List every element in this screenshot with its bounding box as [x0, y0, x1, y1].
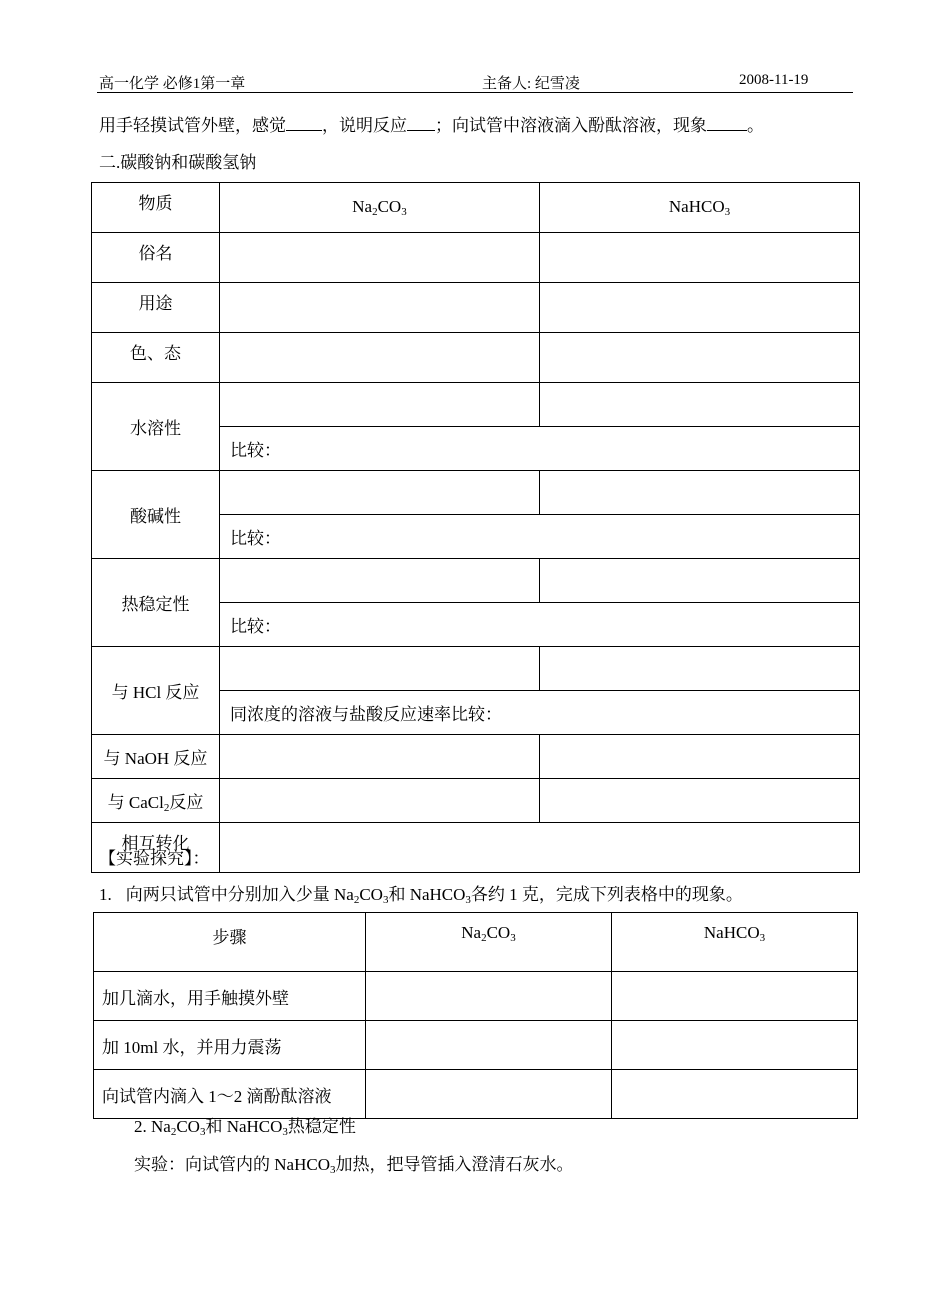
row-label-solubility: 水溶性: [92, 383, 220, 471]
table-row: [92, 183, 860, 233]
table-row: [92, 283, 860, 333]
cell-input[interactable]: [220, 823, 860, 873]
blank-reaction[interactable]: [407, 113, 435, 131]
table-row: [92, 735, 860, 779]
cell-input[interactable]: [220, 735, 540, 779]
cell-input[interactable]: [540, 283, 860, 333]
cell-input[interactable]: [220, 383, 540, 427]
section-title: 二.碳酸钠和碳酸氢钠: [99, 153, 257, 172]
blank-feeling[interactable]: [286, 113, 322, 131]
header-nahco3: NaHCO$_3$: [540, 183, 860, 233]
row-label-hcl: 与 HCl 反应: [92, 647, 220, 735]
table-row: [94, 972, 858, 1021]
cell-input[interactable]: [540, 735, 860, 779]
cell-input[interactable]: [612, 1021, 858, 1070]
row-label-naoh: 与 NaOH 反应: [92, 735, 220, 779]
intro-text-3: ；向试管中溶液滴入酚酞溶液，现象: [435, 116, 707, 135]
row-label-color-state: 色、态: [92, 333, 220, 383]
hcl-compare-cell[interactable]: 同浓度的溶液与盐酸反应速率比较：: [220, 691, 860, 735]
table-row: [92, 383, 860, 427]
cell-input[interactable]: [366, 1021, 612, 1070]
cell-input[interactable]: [220, 283, 540, 333]
header-substance: 物质: [92, 183, 220, 233]
header-date: 2008-11-19: [739, 72, 809, 88]
intro-line: [99, 111, 764, 136]
header-course: 高一化学 必修1第一章: [99, 76, 246, 92]
cell-input[interactable]: [220, 471, 540, 515]
cell-input[interactable]: [540, 559, 860, 603]
experiment-item-3: 实验：向试管内的 NaHCO$_3$加热，把导管插入澄清石灰水。: [134, 1155, 574, 1176]
cell-input[interactable]: [220, 233, 540, 283]
cell-input[interactable]: [366, 972, 612, 1021]
header-na2co3: $Na_2CO_3$: [366, 913, 612, 972]
cell-input[interactable]: [540, 471, 860, 515]
compare-cell[interactable]: 比较：: [220, 603, 860, 647]
experiment-heading: 【实验探究】：: [99, 849, 210, 868]
row-label-acidity: 酸碱性: [92, 471, 220, 559]
table-row: [94, 1021, 858, 1070]
cell-input[interactable]: [220, 333, 540, 383]
cell-input[interactable]: [366, 1070, 612, 1119]
header-rule: [97, 92, 853, 93]
blank-phenomenon[interactable]: [707, 113, 747, 131]
cell-input[interactable]: [540, 333, 860, 383]
header-nahco3: NaHCO$_3$: [612, 913, 858, 972]
step-label: 加 10ml 水，并用力震荡: [94, 1021, 366, 1070]
cell-input[interactable]: [612, 972, 858, 1021]
header-na2co3: $Na_2CO_3$: [220, 183, 540, 233]
cell-input[interactable]: [540, 233, 860, 283]
table-row: [92, 333, 860, 383]
header-step: 步骤: [94, 913, 366, 972]
comparison-table: [91, 182, 860, 873]
cell-input[interactable]: [612, 1070, 858, 1119]
experiment-item-1: 1. 向两只试管中分别加入少量 $Na_2CO_3$和 NaHCO$_3$各约 1 克，完成下列表格中的现象。: [99, 885, 743, 906]
compare-cell[interactable]: 比较：: [220, 515, 860, 559]
table-row: [92, 779, 860, 823]
experiment-item-2: 2. $Na_2CO_3$和 NaHCO$_3$热稳定性: [134, 1117, 356, 1138]
cell-input[interactable]: [220, 779, 540, 823]
header-author: 主备人: 纪雪凌: [482, 76, 580, 92]
intro-text-1: 用手轻摸试管外壁，感觉: [99, 116, 286, 135]
table-row: [92, 233, 860, 283]
cell-input[interactable]: [540, 647, 860, 691]
cell-input[interactable]: [220, 647, 540, 691]
row-label-conversion: 相互转化: [92, 823, 220, 873]
row-label-cacl2: 与 CaCl$_2$反应: [92, 779, 220, 823]
intro-text-4: 。: [747, 116, 764, 135]
compare-cell[interactable]: 比较：: [220, 427, 860, 471]
table-row: [92, 647, 860, 691]
table-row: [94, 913, 858, 972]
cell-input[interactable]: [220, 559, 540, 603]
intro-text-2: ，说明反应: [322, 116, 407, 135]
experiment-table: [93, 912, 858, 1119]
step-label: 向试管内滴入 1～2 滴酚酞溶液: [94, 1070, 366, 1119]
cell-input[interactable]: [540, 779, 860, 823]
row-label-common-name: 俗名: [92, 233, 220, 283]
row-label-use: 用途: [92, 283, 220, 333]
step-label: 加几滴水，用手触摸外壁: [94, 972, 366, 1021]
cell-input[interactable]: [540, 383, 860, 427]
row-label-thermal: 热稳定性: [92, 559, 220, 647]
table-row: [92, 471, 860, 515]
table-row: [92, 559, 860, 603]
